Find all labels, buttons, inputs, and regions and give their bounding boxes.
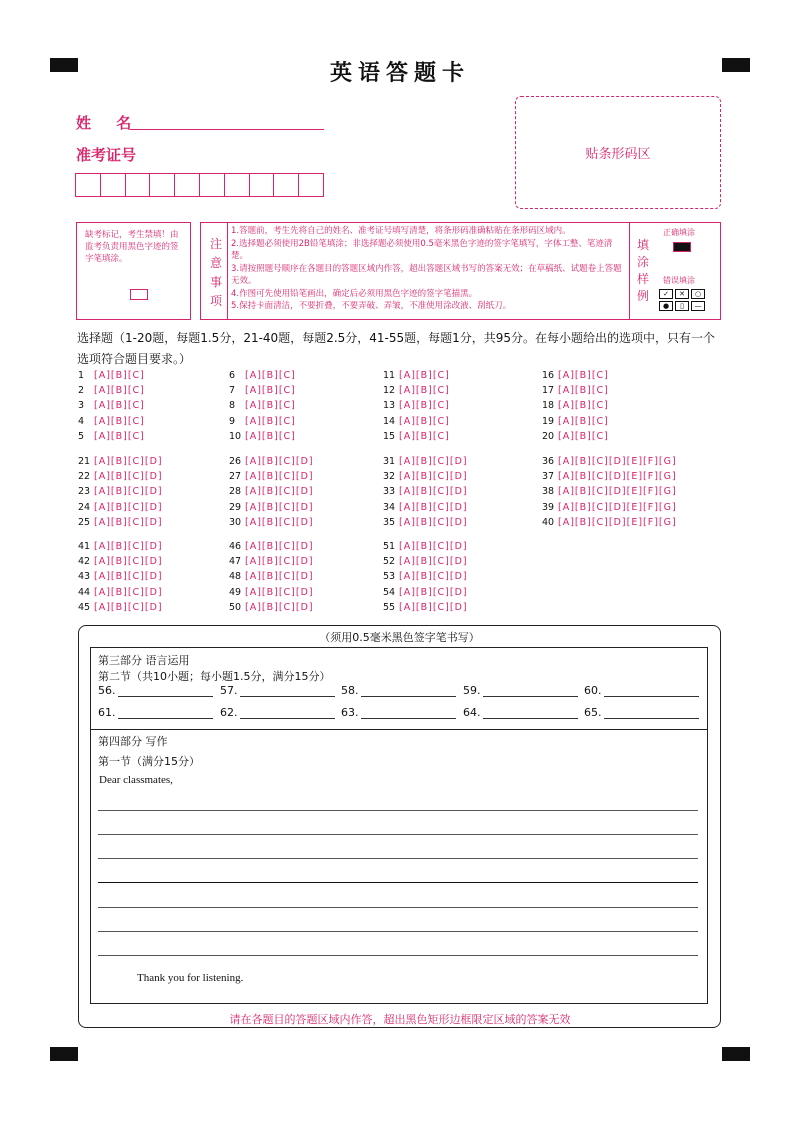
name-input-line[interactable] (130, 128, 324, 130)
answer-options[interactable]: [A][B][C] (558, 430, 609, 442)
answer-options[interactable]: [A][B][C] (558, 400, 609, 412)
question-number: 33 (383, 486, 396, 498)
answer-options[interactable]: [A][B][C][D] (245, 471, 314, 483)
choice-question-15[interactable] (383, 431, 450, 442)
id-cell[interactable] (298, 173, 324, 197)
choice-question-54[interactable] (383, 587, 468, 598)
writing-line[interactable] (98, 955, 698, 956)
choice-question-20[interactable] (542, 431, 609, 442)
answer-options[interactable]: [A][B][C][D] (399, 556, 468, 568)
question-number: 12 (383, 385, 396, 397)
choice-question-49[interactable] (229, 587, 314, 598)
absent-box (76, 222, 191, 320)
wrong-mark: ▯ (675, 301, 689, 311)
question-number: 14 (383, 415, 396, 427)
answer-options[interactable]: [A][B][C][D] (245, 556, 314, 568)
notice-item: 3.请按照题号顺序在各题目的答题区域内作答，超出答题区域书写的答案无效；在草稿纸、试题卷上答题无效。 (231, 263, 622, 286)
writing-line[interactable] (98, 882, 698, 883)
question-number: 7 (229, 385, 236, 397)
corner-mark-bottom-left (50, 1047, 78, 1061)
absent-note: 缺考标记，考生禁填！由监考负责用黑色字迹的签字笔填涂。 (85, 230, 179, 264)
choice-question-50[interactable] (229, 602, 314, 613)
exam-id-label: 准考证号 (76, 146, 137, 164)
question-number: 24 (78, 501, 91, 513)
answer-options[interactable]: [A][B][C] (558, 370, 609, 381)
writing-line[interactable] (98, 931, 698, 932)
choice-question-21[interactable] (78, 456, 163, 467)
question-number: 31 (383, 456, 396, 467)
answer-options[interactable]: [A][B][C][D] (245, 501, 314, 513)
choice-question-46[interactable] (229, 541, 314, 552)
answer-options[interactable]: [A][B][C] (245, 370, 296, 381)
answer-options[interactable]: [A][B][C][D] (399, 501, 468, 513)
choice-question-41[interactable] (78, 541, 163, 552)
choice-question-32[interactable] (383, 471, 468, 482)
question-number: 11 (383, 370, 396, 381)
page-title: 英语答题卡 (329, 61, 470, 86)
blank-line[interactable] (240, 686, 335, 697)
answer-options[interactable]: [A][B][C][D] (399, 541, 468, 552)
wrong-mark: — (691, 301, 705, 311)
id-cell[interactable] (75, 173, 101, 197)
answer-options[interactable]: [A][B][C][D] (94, 571, 163, 583)
blank-number: 60. (584, 684, 602, 697)
id-cell[interactable] (224, 173, 250, 197)
blank-line[interactable] (118, 708, 213, 719)
question-number: 38 (542, 486, 555, 498)
question-number: 17 (542, 385, 555, 397)
choice-question-9[interactable] (229, 416, 296, 427)
question-number: 15 (383, 430, 396, 442)
question-number: 39 (542, 501, 555, 513)
question-number: 42 (78, 556, 91, 568)
choice-question-40[interactable] (542, 517, 677, 528)
blank-number: 57. (220, 684, 238, 697)
question-number: 13 (383, 400, 396, 412)
answer-options[interactable]: [A][B][C][D][E][F][G] (558, 486, 677, 498)
question-number: 29 (229, 501, 242, 513)
id-cell[interactable] (174, 173, 200, 197)
question-number: 35 (383, 516, 396, 528)
answer-options[interactable]: [A][B][C] (94, 415, 145, 427)
letter-closing: Thank you for listening. (137, 972, 244, 984)
fill-wrong-examples-2 (659, 301, 705, 311)
barcode-area (515, 96, 721, 209)
letter-greeting: Dear classmates, (99, 774, 173, 786)
choice-question-28[interactable] (229, 486, 314, 497)
choice-question-39[interactable] (542, 502, 677, 513)
choice-question-17[interactable] (542, 385, 609, 396)
wrong-mark: ○ (691, 289, 705, 299)
question-number: 55 (383, 601, 396, 613)
question-number: 9 (229, 415, 236, 427)
answer-options[interactable]: [A][B][C] (399, 430, 450, 442)
answer-options[interactable]: [A][B][C][D] (94, 456, 163, 467)
question-number: 47 (229, 556, 242, 568)
choice-question-55[interactable] (383, 602, 468, 613)
answer-options[interactable]: [A][B][C] (399, 385, 450, 397)
choice-question-24[interactable] (78, 502, 163, 513)
blank-number: 56. (98, 684, 116, 697)
blank-59[interactable] (463, 684, 578, 697)
choice-question-51[interactable] (383, 541, 468, 552)
choice-question-53[interactable] (383, 571, 468, 582)
answer-options[interactable]: [A][B][C][D] (245, 601, 314, 613)
choice-question-3[interactable] (78, 400, 145, 411)
answer-options[interactable]: [A][B][C] (94, 400, 145, 412)
choice-question-11[interactable] (383, 370, 450, 381)
question-number: 48 (229, 571, 242, 583)
choice-question-37[interactable] (542, 471, 677, 482)
question-number: 20 (542, 430, 555, 442)
blank-62[interactable] (220, 706, 335, 719)
part4-box (90, 728, 708, 1004)
answer-options[interactable]: [A][B][C] (245, 415, 296, 427)
answer-options[interactable]: [A][B][C] (558, 415, 609, 427)
blank-line[interactable] (604, 708, 699, 719)
absent-mark-box[interactable] (130, 289, 148, 300)
question-number: 41 (78, 541, 91, 552)
question-number: 51 (383, 541, 396, 552)
question-number: 54 (383, 586, 396, 598)
choice-question-26[interactable] (229, 456, 314, 467)
choice-question-33[interactable] (383, 486, 468, 497)
choice-question-47[interactable] (229, 556, 314, 567)
question-number: 45 (78, 601, 91, 613)
blank-line[interactable] (483, 708, 578, 719)
blank-line[interactable] (361, 708, 456, 719)
corner-mark-bottom-right (722, 1047, 750, 1061)
blank-number: 64. (463, 706, 481, 719)
answer-options[interactable]: [A][B][C][D] (94, 601, 163, 613)
question-number: 46 (229, 541, 242, 552)
answer-options[interactable]: [A][B][C][D] (399, 456, 468, 467)
notice-item: 2.选择题必须使用2B铅笔填涂；非选择题必须使用0.5毫米黑色字迹的签字笔填写，字体工整、笔迹清楚。 (231, 238, 613, 261)
choice-question-10[interactable] (229, 431, 296, 442)
question-number: 52 (383, 556, 396, 568)
answer-options[interactable]: [A][B][C][D] (245, 456, 314, 467)
answer-options[interactable]: [A][B][C][D] (245, 571, 314, 583)
answer-options[interactable]: [A][B][C][D][E][F][G] (558, 456, 677, 467)
part4-title: 第四部分 写作 (98, 735, 168, 748)
question-number: 19 (542, 415, 555, 427)
choice-question-4[interactable] (78, 416, 145, 427)
answer-options[interactable]: [A][B][C] (245, 385, 296, 397)
choice-question-38[interactable] (542, 486, 677, 497)
question-number: 44 (78, 586, 91, 598)
writing-line[interactable] (98, 834, 698, 835)
choice-question-8[interactable] (229, 400, 296, 411)
blank-line[interactable] (118, 686, 213, 697)
question-number: 26 (229, 456, 242, 467)
writing-line[interactable] (98, 907, 698, 908)
choice-question-42[interactable] (78, 556, 163, 567)
answer-options[interactable]: [A][B][C][D] (94, 501, 163, 513)
answer-options[interactable]: [A][B][C][D][E][F][G] (558, 516, 677, 528)
question-number: 16 (542, 370, 555, 381)
blank-63[interactable] (341, 706, 456, 719)
footer-notice: 请在各题目的答题区域内作答，超出黑色矩形边框限定区域的答案无效 (229, 1013, 571, 1026)
question-number: 2 (78, 385, 85, 397)
blank-60[interactable] (584, 684, 699, 697)
answer-options[interactable]: [A][B][C] (558, 385, 609, 397)
choice-question-23[interactable] (78, 486, 163, 497)
blank-number: 61. (98, 706, 116, 719)
question-number: 1 (78, 370, 85, 381)
choice-question-29[interactable] (229, 502, 314, 513)
choice-question-36[interactable] (542, 456, 677, 467)
answer-options[interactable]: [A][B][C] (94, 430, 145, 442)
fill-example-heading: 填涂样例 (636, 238, 649, 303)
question-number: 27 (229, 471, 242, 483)
answer-options[interactable]: [A][B][C][D] (94, 541, 163, 552)
part3-title: 第三部分 语言运用 (98, 654, 190, 667)
answer-options[interactable]: [A][B][C] (94, 385, 145, 397)
question-number: 53 (383, 571, 396, 583)
id-cell[interactable] (100, 173, 126, 197)
choice-question-22[interactable] (78, 471, 163, 482)
choice-question-12[interactable] (383, 385, 450, 396)
blank-number: 65. (584, 706, 602, 719)
choice-question-19[interactable] (542, 416, 609, 427)
question-number: 10 (229, 430, 242, 442)
wrong-mark: ✕ (675, 289, 689, 299)
choice-question-34[interactable] (383, 502, 468, 513)
answer-options[interactable]: [A][B][C][D] (399, 486, 468, 498)
answer-options[interactable]: [A][B][C][D] (399, 516, 468, 528)
question-number: 23 (78, 486, 91, 498)
question-number: 37 (542, 471, 555, 483)
answer-options[interactable]: [A][B][C] (245, 400, 296, 412)
wrong-mark: ✓ (659, 289, 673, 299)
blank-56[interactable] (98, 684, 213, 697)
question-number: 18 (542, 400, 555, 412)
fill-wrong-label: 错误填涂 (663, 276, 695, 285)
notice-list (231, 225, 627, 313)
answer-options[interactable]: [A][B][C] (399, 370, 450, 381)
question-number: 8 (229, 400, 236, 412)
blank-number: 62. (220, 706, 238, 719)
choice-question-13[interactable] (383, 400, 450, 411)
blank-number: 59. (463, 684, 481, 697)
notice-heading: 注意事项 (209, 237, 222, 308)
answer-options[interactable]: [A][B][C][D][E][F][G] (558, 471, 677, 483)
answer-options[interactable]: [A][B][C] (94, 370, 145, 381)
question-number: 32 (383, 471, 396, 483)
choice-question-44[interactable] (78, 587, 163, 598)
fill-wrong-examples (659, 289, 705, 299)
choice-question-2[interactable] (78, 385, 145, 396)
answer-options[interactable]: [A][B][C][D] (245, 541, 314, 552)
fill-correct-example (673, 242, 691, 252)
question-number: 34 (383, 501, 396, 513)
choice-question-14[interactable] (383, 416, 450, 427)
blank-58[interactable] (341, 684, 456, 697)
choice-question-18[interactable] (542, 400, 609, 411)
blank-64[interactable] (463, 706, 578, 719)
fill-correct-label: 正确填涂 (663, 228, 695, 237)
answer-options[interactable]: [A][B][C][D] (399, 601, 468, 613)
id-cell[interactable] (249, 173, 275, 197)
wrong-mark: ● (659, 301, 673, 311)
blank-57[interactable] (220, 684, 335, 697)
choice-question-52[interactable] (383, 556, 468, 567)
choice-question-5[interactable] (78, 431, 145, 442)
answer-options[interactable]: [A][B][C][D] (94, 471, 163, 483)
pen-hint: （须用0.5毫米黑色签字笔书写） (319, 631, 480, 644)
id-cell[interactable] (125, 173, 151, 197)
answer-options[interactable]: [A][B][C][D] (94, 486, 163, 498)
answer-options[interactable]: [A][B][C][D] (399, 586, 468, 598)
exam-id-grid[interactable] (76, 173, 324, 197)
question-number: 3 (78, 400, 85, 412)
blank-number: 63. (341, 706, 359, 719)
question-number: 50 (229, 601, 242, 613)
answer-options[interactable]: [A][B][C][D] (245, 586, 314, 598)
question-number: 6 (229, 370, 236, 381)
choice-question-6[interactable] (229, 370, 296, 381)
answer-options[interactable]: [A][B][C][D][E][F][G] (558, 501, 677, 513)
answer-options[interactable]: [A][B][C][D] (399, 471, 468, 483)
answer-options[interactable]: [A][B][C] (399, 400, 450, 412)
blank-line[interactable] (483, 686, 578, 697)
blank-line[interactable] (604, 686, 699, 697)
answer-options[interactable]: [A][B][C][D] (245, 516, 314, 528)
question-number: 21 (78, 456, 91, 467)
choice-question-1[interactable] (78, 370, 145, 381)
answer-options[interactable]: [A][B][C][D] (399, 571, 468, 583)
choice-question-27[interactable] (229, 471, 314, 482)
question-number: 49 (229, 586, 242, 598)
choice-question-16[interactable] (542, 370, 609, 381)
part3-section: 第二节（共10小题；每小题1.5分，满分15分） (98, 670, 331, 683)
choice-question-30[interactable] (229, 517, 314, 528)
choice-question-45[interactable] (78, 602, 163, 613)
writing-line[interactable] (98, 810, 698, 811)
answer-options[interactable]: [A][B][C][D] (94, 556, 163, 568)
answer-options[interactable]: [A][B][C][D] (94, 586, 163, 598)
choice-question-35[interactable] (383, 517, 468, 528)
blank-line[interactable] (240, 708, 335, 719)
answer-options[interactable]: [A][B][C] (399, 415, 450, 427)
question-number: 30 (229, 516, 242, 528)
choice-question-31[interactable] (383, 456, 468, 467)
blank-65[interactable] (584, 706, 699, 719)
question-number: 25 (78, 516, 91, 528)
blank-61[interactable] (98, 706, 213, 719)
name-label: 姓 名 (76, 114, 142, 132)
choice-question-48[interactable] (229, 571, 314, 582)
question-number: 22 (78, 471, 91, 483)
part4-section: 第一节（满分15分） (98, 755, 200, 768)
question-number: 36 (542, 456, 555, 467)
answer-options[interactable]: [A][B][C][D] (94, 516, 163, 528)
id-cell[interactable] (273, 173, 299, 197)
id-cell[interactable] (149, 173, 175, 197)
notice-box (200, 222, 721, 320)
choice-question-7[interactable] (229, 385, 296, 396)
notice-item: 4.作图可先使用铅笔画出，确定后必须用黑色字迹的签字笔描黑。 (231, 288, 478, 299)
id-cell[interactable] (199, 173, 225, 197)
question-number: 4 (78, 415, 85, 427)
choice-question-25[interactable] (78, 517, 163, 528)
writing-line[interactable] (98, 858, 698, 859)
barcode-label: 贴条形码区 (585, 147, 651, 162)
notice-item: 1.答题前，考生先将自己的姓名、准考证号填写清楚，将条形码准确粘贴在条形码区域内。 (231, 226, 571, 236)
blank-line[interactable] (361, 686, 456, 697)
answer-options[interactable]: [A][B][C] (245, 430, 296, 442)
question-number: 28 (229, 486, 242, 498)
question-number: 40 (542, 516, 555, 528)
question-number: 5 (78, 430, 85, 442)
question-number: 43 (78, 571, 91, 583)
blank-number: 58. (341, 684, 359, 697)
answer-options[interactable]: [A][B][C][D] (245, 486, 314, 498)
notice-item: 5.保持卡面清洁，不要折叠，不要弄破、弄皱，不准使用涂改液、刮纸刀。 (231, 301, 512, 311)
choice-question-43[interactable] (78, 571, 163, 582)
choice-instructions: 选择题（1-20题，每题1.5分，21-40题，每题2.5分，41-55题，每题1分，共95分。在每小题给出的选项中，只有一个选项符合题目要求。） (77, 331, 716, 366)
